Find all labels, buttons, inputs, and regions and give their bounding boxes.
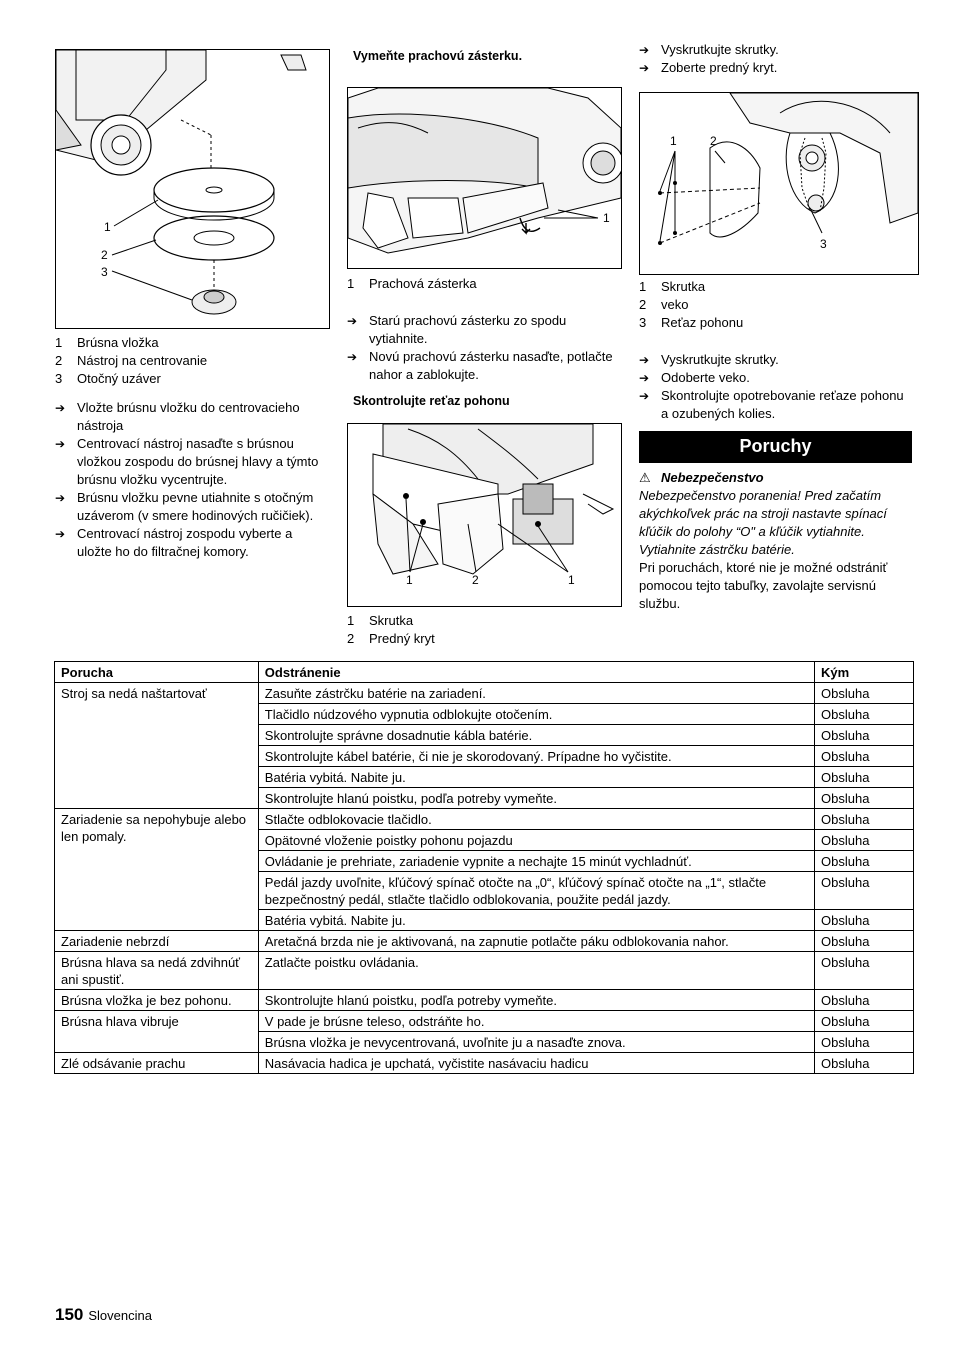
arrow-right-icon: ➔: [639, 371, 650, 385]
figure-label: 2: [101, 248, 108, 262]
step-item: ➔ Centrovací nástroj nasaďte s brúsnou vložkou zospodu do brúsnej hlavy a týmto brúsnu vložku vycentrujte.: [55, 436, 319, 487]
remedy-cell: Ovládanie je prehriate, zariadenie vypnite a nechajte 15 minút vychladnúť.: [258, 851, 814, 872]
remedy-cell: Nasávacia hadica je upchatá, vyčistite nasávaciu hadicu: [258, 1053, 814, 1074]
arrow-right-icon: ➔: [55, 437, 66, 451]
figure-drive-chain: [347, 423, 622, 607]
arrow-right-icon: ➔: [639, 61, 650, 75]
remedy-cell: Skontrolujte hlanú poistku, podľa potreby vymeňte.: [258, 990, 814, 1011]
legend-list: [347, 275, 622, 293]
figure-label: 1: [406, 573, 413, 587]
legend-item: 2 Predný kryt: [347, 631, 435, 646]
step-item: ➔ Vyskrutkujte skrutky.: [639, 42, 779, 57]
responsible-cell: Obsluha: [815, 851, 914, 872]
step-item: ➔ Vyskrutkujte skrutky.: [639, 352, 779, 367]
responsible-cell: Obsluha: [815, 1011, 914, 1032]
step-item: ➔ Zoberte predný kryt.: [639, 60, 778, 75]
dust-apron-illustration: [348, 88, 621, 268]
remedy-cell: Aretačná brzda nie je aktivovaná, na zapnutie potlačte páku odblokovania nahor.: [258, 931, 814, 952]
legend-list: [347, 612, 622, 648]
fault-cell: Zariadenie nebrzdí: [55, 931, 259, 952]
arrow-right-icon: ➔: [639, 43, 650, 57]
warning-text: Nebezpečenstvo poranenia! Pred začatím akýchkoľvek prác na stroji nastavte spínací kľúčik do polohy “O" a kľúčik vytiahnite. Vytiahnite zástrčku batérie.: [639, 488, 887, 557]
table-row: [55, 990, 914, 1011]
remedy-cell: Stlačte odblokovacie tlačidlo.: [258, 809, 814, 830]
remedy-cell: Tlačidlo núdzového vypnutia odblokujte otočením.: [258, 704, 814, 725]
step-item: ➔ Skontrolujte opotrebovanie reťaze pohonu a ozubených kolies.: [639, 388, 904, 421]
remedy-cell: Pedál jazdy uvoľnite, kľúčový spínač otočte na „0“, kľúčový spínač otočte na „1“, stlačte bezpečnostný pedál, stlačte tlačidlo odblokovania, použite pedál jazdy.: [258, 872, 814, 910]
responsible-cell: Obsluha: [815, 809, 914, 830]
table-row: [55, 1053, 914, 1074]
legend-item: 1 Brúsna vložka: [55, 335, 159, 350]
responsible-cell: Obsluha: [815, 1053, 914, 1074]
step-item: ➔ Starú prachovú zásterku zo spodu vytiahnite.: [347, 313, 567, 346]
remedy-cell: V pade je brúsne teleso, odstráňte ho.: [258, 1011, 814, 1032]
section-heading: Skontrolujte reťaz pohonu: [353, 394, 510, 408]
arrow-right-icon: ➔: [639, 389, 650, 403]
legend-item: 1 Skrutka: [347, 613, 414, 628]
step-item: ➔ Novú prachovú zásterku nasaďte, potlačte nahor a zablokujte.: [347, 349, 613, 382]
fault-cell: Brúsna vložka je bez pohonu.: [55, 990, 259, 1011]
figure-label: 3: [820, 237, 827, 251]
page-number: 150: [55, 1305, 84, 1324]
arrow-right-icon: ➔: [55, 491, 66, 505]
responsible-cell: Obsluha: [815, 683, 914, 704]
step-list: [639, 41, 914, 77]
column-header: Kým: [815, 662, 914, 683]
fault-cell: Brúsna hlava vibruje: [55, 1011, 259, 1053]
figure-chain-cover: [639, 92, 919, 275]
step-list: [639, 351, 914, 423]
remedy-cell: Batéria vybitá. Nabite ju.: [258, 767, 814, 788]
step-item: ➔ Brúsnu vložku pevne utiahnite s otočným uzáverom (v smere hodinových ručičiek).: [55, 490, 314, 523]
figure-label: 1: [104, 220, 111, 234]
responsible-cell: Obsluha: [815, 704, 914, 725]
figure-label: 1: [603, 211, 610, 225]
figure-dust-apron: [347, 87, 622, 269]
figure-label: 2: [472, 573, 479, 587]
remedy-cell: Zatlačte poistku ovládania.: [258, 952, 814, 990]
column-header: Porucha: [55, 662, 259, 683]
arrow-right-icon: ➔: [347, 314, 358, 328]
troubleshooting-table: [54, 661, 914, 1074]
figure-label: 1: [568, 573, 575, 587]
step-item: ➔ Odoberte veko.: [639, 370, 750, 385]
legend-item: 3 Otočný uzáver: [55, 371, 161, 386]
warning-triangle-icon: ⚠: [639, 470, 651, 485]
step-list: [347, 312, 622, 384]
remedy-cell: Skontrolujte hlanú poistku, podľa potreby vymeňte.: [258, 788, 814, 809]
responsible-cell: Obsluha: [815, 910, 914, 931]
responsible-cell: Obsluha: [815, 767, 914, 788]
responsible-cell: Obsluha: [815, 872, 914, 910]
table-row: [55, 1011, 914, 1032]
step-list: [55, 399, 330, 561]
remedy-cell: Skontrolujte správne dosadnutie kábla batérie.: [258, 725, 814, 746]
legend-item: 3 Reťaz pohonu: [639, 315, 744, 330]
table-row: [55, 683, 914, 704]
column-3: [639, 41, 914, 613]
page-footer: [55, 1306, 152, 1325]
column-1: [55, 46, 330, 561]
legend-item: 2 veko: [639, 297, 689, 312]
responsible-cell: Obsluha: [815, 788, 914, 809]
section-title-bar: Poruchy: [639, 431, 912, 463]
remedy-cell: Brúsna vložka je nevycentrovaná, uvoľnite ju a nasaďte znova.: [258, 1032, 814, 1053]
figure-label: 2: [710, 134, 717, 148]
fault-cell: Zlé odsávanie prachu: [55, 1053, 259, 1074]
table-body: [55, 683, 914, 1074]
fault-cell: Stroj sa nedá naštartovať: [55, 683, 259, 809]
chain-cover-illustration: [640, 93, 918, 274]
responsible-cell: Obsluha: [815, 1032, 914, 1053]
legend-item: 1 Prachová zásterka: [347, 276, 477, 291]
legend-item: 2 Nástroj na centrovanie: [55, 353, 208, 368]
responsible-cell: Obsluha: [815, 746, 914, 767]
legend-list: [639, 278, 914, 332]
remedy-cell: Opätovné vloženie poistky pohonu pojazdu: [258, 830, 814, 851]
arrow-right-icon: ➔: [347, 350, 358, 364]
fault-cell: Brúsna hlava sa nedá zdvihnúť ani spustiť.: [55, 952, 259, 990]
section-heading: Vymeňte prachovú zásterku.: [353, 49, 523, 63]
figure-label: 3: [101, 265, 108, 279]
table-header-row: [55, 662, 914, 683]
arrow-right-icon: ➔: [55, 401, 66, 415]
arrow-right-icon: ➔: [55, 527, 66, 541]
info-text: Pri poruchách, ktoré nie je možné odstrániť pomocou tejto tabuľky, zavolajte servisnú službu.: [639, 560, 888, 611]
table-row: [55, 952, 914, 990]
arrow-right-icon: ➔: [639, 353, 650, 367]
fault-cell: Zariadenie sa nepohybuje alebo len pomaly.: [55, 809, 259, 931]
figure-label: 1: [670, 134, 677, 148]
responsible-cell: Obsluha: [815, 725, 914, 746]
responsible-cell: Obsluha: [815, 952, 914, 990]
legend-item: 1 Skrutka: [639, 279, 706, 294]
language-label: Slovencina: [88, 1308, 152, 1323]
step-item: ➔ Centrovací nástroj zospodu vyberte a uložte ho do filtračnej komory.: [55, 526, 293, 559]
warning-heading: ⚠ Nebezpečenstvo: [639, 470, 764, 485]
remedy-cell: Batéria vybitá. Nabite ju.: [258, 910, 814, 931]
remedy-cell: Skontrolujte kábel batérie, či nie je skorodovaný. Prípadne ho vyčistite.: [258, 746, 814, 767]
drive-chain-illustration: [348, 424, 621, 606]
centering-tool-illustration: [56, 50, 329, 328]
table-row: [55, 809, 914, 830]
responsible-cell: Obsluha: [815, 931, 914, 952]
responsible-cell: Obsluha: [815, 830, 914, 851]
responsible-cell: Obsluha: [815, 990, 914, 1011]
column-2: [347, 46, 622, 648]
table-row: [55, 931, 914, 952]
column-header: Odstránenie: [258, 662, 814, 683]
step-item: ➔ Vložte brúsnu vložku do centrovacieho nástroja: [55, 400, 300, 433]
figure-centering-tool: [55, 49, 330, 329]
legend-list: [55, 334, 330, 388]
remedy-cell: Zasuňte zástrčku batérie na zariadení.: [258, 683, 814, 704]
